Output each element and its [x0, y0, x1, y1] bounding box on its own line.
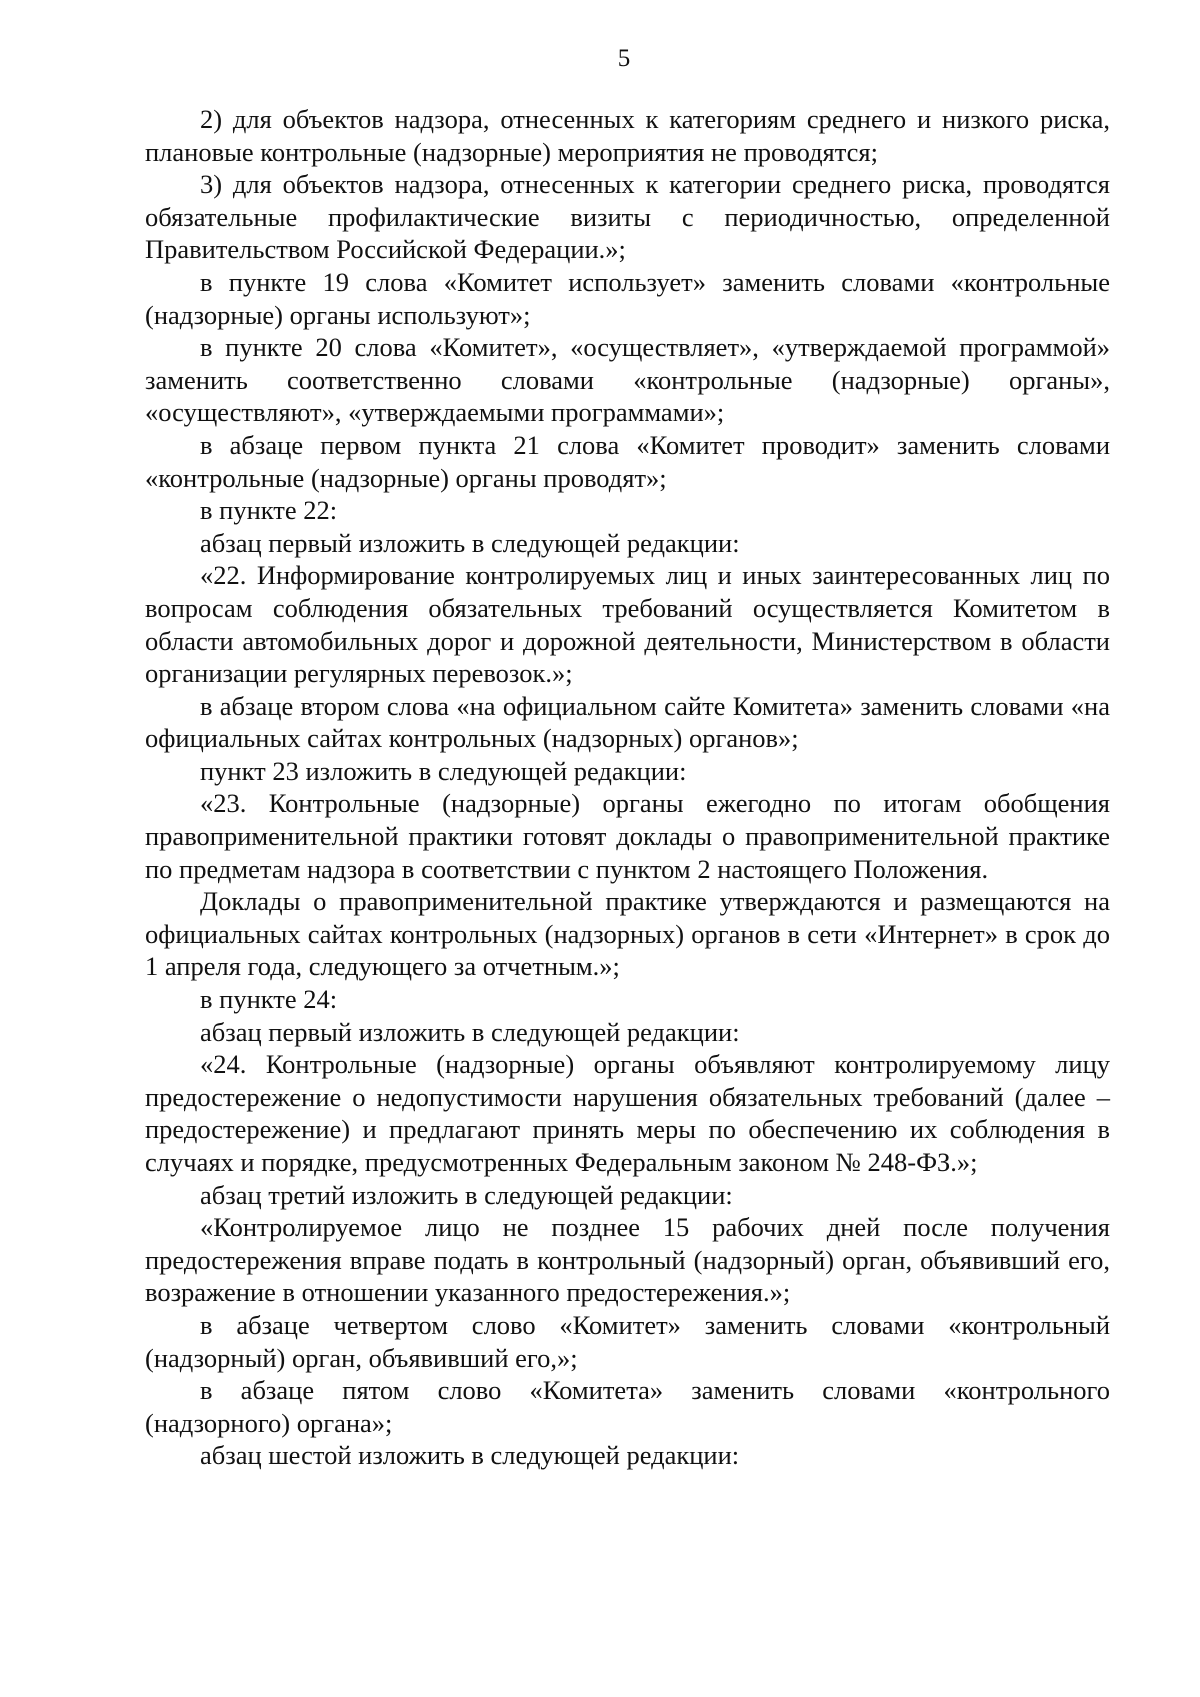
paragraph: «Контролируемое лицо не позднее 15 рабочих дней после получения предостережения вправе подать в контрольный (надзорный) орган, объявивший его, возражение в отношении указанного предостережения.»;	[145, 1212, 1110, 1308]
paragraph: абзац первый изложить в следующей редакции:	[200, 1016, 740, 1047]
paragraph: в абзаце четвертом слово «Комитет» заменить словами «контрольный (надзорный) орган, объявивший его,»;	[145, 1309, 1110, 1373]
paragraph: 2) для объектов надзора, отнесенных к категориям среднего и низкого риска, плановые контрольные (надзорные) мероприятия не проводятся;	[145, 104, 1110, 167]
paragraph: в абзаце пятом слово «Комитета» заменить словами «контрольного (надзорного) органа»;	[145, 1375, 1110, 1438]
paragraph: Доклады о правоприменительной практике утверждаются и размещаются на официальных сайтах контрольных (надзорных) органов в сети «Интернет» в срок до 1 апреля года, следующего за отчетным.»;	[145, 886, 1110, 982]
paragraph: в пункте 24:	[200, 984, 338, 1015]
paragraph: абзац первый изложить в следующей редакции:	[200, 527, 740, 558]
paragraph: «24. Контрольные (надзорные) органы объявляют контролируемому лицу предостережение о недопустимости нарушения обязательных требований (далее – предостережение) и предлагают принять меры по обеспечению их соблюдения в случаях и порядке, предусмотренных Федеральным законом № 248-ФЗ.»;	[145, 1049, 1110, 1177]
paragraph: в пункте 20 слова «Комитет», «осуществляет», «утверждаемой программой» заменить соответственно словами «контрольные (надзорные) органы», «осуществляют», «утверждаемыми программами»;	[145, 332, 1110, 428]
paragraph: в абзаце первом пункта 21 слова «Комитет проводит» заменить словами «контрольные (надзорные) органы проводят»;	[145, 429, 1110, 493]
paragraph: в абзаце втором слова «на официальном сайте Комитета» заменить словами «на официальных сайтах контрольных (надзорных) органов»;	[145, 690, 1110, 754]
document-body	[145, 103, 1110, 1472]
paragraph: в пункте 22:	[200, 495, 338, 526]
paragraph: пункт 23 изложить в следующей редакции:	[200, 755, 687, 786]
page-number: 5	[617, 45, 631, 72]
paragraph: абзац шестой изложить в следующей редакции:	[200, 1440, 740, 1471]
paragraph: абзац третий изложить в следующей редакции:	[200, 1179, 733, 1210]
paragraph: «22. Информирование контролируемых лиц и иных заинтересованных лиц по вопросам соблюдения обязательных требований осуществляется Комитетом в области автомобильных дорог и дорожной деятельности, Министерством в области организации регулярных перевозок.»;	[145, 560, 1110, 689]
paragraph: 3) для объектов надзора, отнесенных к категории среднего риска, проводятся обязательные профилактические визиты с периодичностью, определенной Правительством Российской Федерации.»;	[145, 169, 1110, 265]
paragraph: в пункте 19 слова «Комитет использует» заменить словами «контрольные (надзорные) органы используют»;	[145, 266, 1110, 330]
paragraph: «23. Контрольные (надзорные) органы ежегодно по итогам обобщения правоприменительной практики готовят доклады о правоприменительной практике по предметам надзора в соответствии с пунктом 2 настоящего Положения.	[145, 788, 1110, 884]
